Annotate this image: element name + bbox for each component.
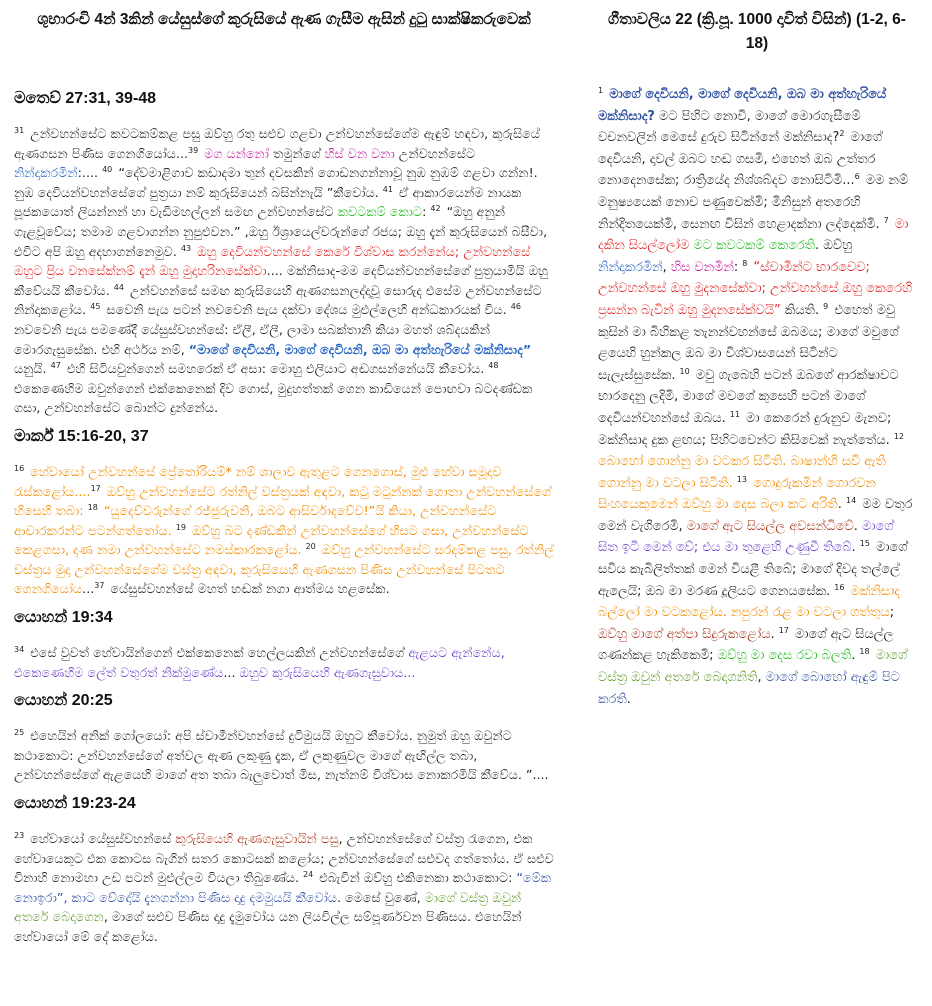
verse-text: ඒ ආකාරයෙන්ම නායක පූජකයොත් ලියන්නන් හා වැඩිමහල්ලන් සමඟ උන්වහන්සේට	[14, 184, 522, 220]
verse-text: .	[626, 691, 631, 707]
verse-text: .	[770, 626, 779, 642]
highlighted-text: බොහෝ ගොන්නු මා වටකර සිටිති. බාෂාන්හි සවි ඇති ගොන්නු මා වටලා සිටිති.	[598, 454, 886, 491]
highlighted-text: නින්දාකරමින්	[14, 165, 78, 181]
highlighted-text: ඔව්හු මා දෙස රවා බලති	[717, 648, 852, 664]
gospels-title: ශුභාරංචි 4න් 3කින් යේසුස්ගේ කුරුසියේ ඇණ ගැසීම ඇසින් දුටු සාක්ෂිකරුවෙක්	[37, 11, 531, 28]
verse-number: 18	[859, 647, 870, 657]
verse-text: .	[851, 540, 860, 556]
verse-text: හේවායෝ යේසුස්වහන්සේ	[26, 831, 176, 847]
verse-text: උන්වහන්සේට කවටකම්කළ පසු ඔව්හු රතු සළුව ගළවා උන්වහන්සේගේම ඇඳුම් හඳවා, කුරුසියේ ඇණගසන පිණිස ගෙනගියෝය...	[14, 126, 541, 161]
highlighted-text: හේවායෝ උන්වහන්සේ ප්‍රේතෝරියම්* නම් ශාලාව ඇතුළට ගෙනගොස්, මුළු හේවා සමූදාව රැස්කළෝය....	[14, 463, 502, 499]
verse-number: 7	[883, 215, 889, 225]
highlighted-text: ඔව්හු උන්වහන්සේට සරදම්කළ පසු, රත්නිල් වස්ත්‍රය මුදා උන්වහන්සේගේම වස්ත්‍ර අඳවා, කුරුසියෙහි ඇණගසන පිණිස උන්වහන්සේ පිටතට ගෙනගියෝය	[14, 542, 554, 597]
verse-text: එබැවින් ඔව්හු එකිනෙකා කථාකොට:	[315, 870, 517, 886]
highlighted-text: මක්නිසාද බල්ලෝ මා වටකළෝය. නපුරන් රැළ මා වටලා ගත්තුය	[598, 583, 900, 621]
verse-number: 16	[834, 582, 845, 592]
verse-number: 41	[382, 184, 393, 194]
verse-text: :....	[77, 165, 103, 181]
section-heading-mark: මාර්ක් 15:16-20, 37	[14, 427, 149, 445]
verse-number: 31	[14, 126, 25, 135]
verse-number: 39	[188, 145, 199, 155]
verse-text: එහෙත් මවු කුසින් මා බිහිකළ තැනන්වහන්සේ ඔබමය; මාගේ මවුගේ ළයෙහි හුන්කල ඔබ මා විශ්වාසයෙන් සිටින්ට සැලැස්සුසේක.	[598, 302, 899, 383]
verse-text: කියති.	[780, 302, 824, 318]
verse-number: 42	[430, 204, 441, 214]
verse-text: . මෙසේ වුණේ,	[337, 889, 425, 905]
verse-number: 25	[14, 728, 25, 738]
verse-text: මට පිහිට නොවී, මාගේ මොරගැසීමේ වචනවලින් මෙසේ දුරුව සිටින්නේ මක්නිසාද?	[598, 108, 861, 146]
highlighted-text: හිස වනමින්	[670, 259, 734, 275]
verse-number: 44	[113, 282, 124, 292]
verse-text: මාගේ දෙවියනි, දාවල් ඔබට හඬ ගසමි, එහෙත් ඔබ උත්තර නොදෙනසේක; රාත්‍රියේද නිශ්ශබ්දව නොසිටිමි...	[598, 130, 883, 189]
passage-matthew	[14, 124, 554, 418]
highlighted-text: මාගේ බොහෝ ඇඳුම් පිට කරති	[598, 670, 900, 707]
verse-text: උන්වහන්සේට	[394, 145, 476, 161]
verse-number: 40	[102, 165, 113, 175]
highlighted-text: ඔහුව කුරුසියෙහි ඇණගැසුවාය...	[239, 664, 416, 680]
verse-number: 43	[180, 243, 192, 253]
verse-number: 48	[488, 361, 499, 371]
verse-text: එසේ වුවත් හේවායින්ගෙන් එක්කෙනෙක් හෙල්ලයකින් උන්වහන්සේගේ	[26, 645, 409, 661]
verse-number: 18	[87, 503, 98, 513]
verse-text: .... මක්නිසාද-මම දෙවියන්වහන්සේගේ පුත්‍රයාමියි ඔහු කීවේයයි කීවෝය.	[14, 263, 548, 298]
verse-text: , මාගේ සළුව පිණිස දාදු දැමුවෝය යන ලියවිල්ල සම්පූර්ණවන පිණිසය. එහෙයින් හේවායෝ මේ දේ කළෝය.	[14, 909, 522, 944]
verse-text: .	[851, 648, 860, 664]
highlighted-text: කවටකම් කොට	[337, 204, 423, 220]
verse-text: ,	[662, 259, 671, 275]
verse-number: 8	[742, 258, 748, 268]
highlighted-text: ඔව්හු බට දණ්ඩකින් උන්වහන්සේගේ හිසට ගසා, උන්වහන්සේට කෙළගසා, දණ නමා උන්වහන්සේට නමස්කාරකළෝය.	[14, 522, 529, 558]
highlighted-text: “මේක නොඉරා”, කාට වේදෝයි දැනගන්නා පිණිස දාදු දමමුයයි කීවෝය	[14, 870, 552, 905]
psalm-column	[598, 8, 916, 710]
highlighted-text: “ස්වාමීන්ට භාරවෙව; උන්වහන්සේ ඔහු මුදනසේක්වා; උන්වහන්සේ ඔහු කෙරෙහි ප්‍රසන්න බැවින් ඔහු මුදනසේක්වයි”	[598, 259, 913, 318]
gospels-column	[14, 8, 554, 947]
verse-number: 6	[854, 172, 860, 182]
verse-text: සවෙනි පැය පටන් නවවෙනි පැය දක්වා දේශය මුළුල්ලෙහි අන්ධකාරයක් විය.	[102, 302, 511, 318]
verse-text: යේසුස්වහන්සේ මහත් හඬක් නගා ආත්මය හළසේක.	[106, 581, 390, 597]
verse-number: 1	[598, 86, 604, 95]
verse-number: 15	[859, 539, 870, 549]
verse-text: මම නම් මනුෂ්‍යයෙක් නොව පණුවෙක්මි; මිනිසුන් අතරෙහි නින්දිතයෙක්මි, සෙනඟ විසින් හෙළාදක්නා ලද්දෙක්මි.	[598, 173, 909, 232]
highlighted-text: මාගේ සිත ඉටි මෙන් වේ; එය මා තුළෙහි උණුවී තිබේ	[598, 518, 894, 556]
verse-text: :	[733, 259, 743, 275]
verse-number: 12	[893, 431, 905, 441]
verse-number: 17	[90, 483, 101, 493]
verse-number: 47	[50, 361, 61, 371]
highlighted-text: මග යන්නෝ	[204, 145, 270, 161]
highlighted-text: හිස් වන වනා	[324, 145, 395, 161]
verse-text: .	[837, 497, 846, 513]
verse-text: මා කෙරෙන් දුරුනුව මැනව; මක්නිසාද දුක ළඟය; පිහිටවෙන්ට කිසිවෙක් නැත්තේය.	[598, 410, 894, 448]
psalm-title: ගීතාවලිය 22 (ක්‍රි.පූ. 1000 දාවිත් විසින්) (1-2, 6-18)	[608, 11, 906, 52]
verse-text: එහෙයින් අනික් ගෝලයෝ: අපි ස්වාමීන්වහන්සේ දුටිමුයයි ඔහුට කීවෝය. නුමුත් ඔහු ඔවුන්ට කථාකොට: උන්වහන්සේගේ අත්වල ඇණ ලකුණු දැක, ඒ ලකුණුවල මාගේ ඇඟිල්ල තබා, උන්වහන්සේගේ ඇළයෙහි මාගේ අත තබා බැලුවොත් මිස, නැත්නම් විශ්වාස නොකරමියි කීවේය. ”....	[14, 728, 549, 783]
verse-number: 2	[839, 129, 845, 139]
verse-number: 10	[679, 366, 690, 376]
verse-number: 11	[729, 409, 740, 419]
verse-text: ...	[82, 581, 95, 597]
verse-number: 14	[845, 496, 857, 506]
verse-text: යනුයි.	[14, 361, 51, 377]
verse-text: මාගේ ඇට සියල්ල ගණන්කළ හැකිකෙමි;	[598, 626, 894, 664]
section-heading-matthew: මතෙව් 27:31, 39-48	[14, 90, 157, 107]
highlighted-text: මාගේ දෙවියනි, මාගේ දෙවියනි, ඔබ මා අත්හැරියේ මක්නිසාද?	[598, 87, 887, 124]
verse-text: . ඔව්හු	[815, 238, 853, 254]
passage-john-19-23	[14, 829, 554, 947]
highlighted-text: කුරුසියෙහි ඇණගැසුවායින් පසු	[175, 831, 339, 847]
verse-number: 19	[175, 522, 186, 532]
verse-text: “ඔහු අනුන් ගැළවූවේය; තමාම ගළවාගන්න නුපුළුවන.” ,ඔහු ඊශ්‍රායෙල්වරුන්ගේ රජය; ඔහු දැන් කුරුසියෙන් බසීවා, එවිට අපි ඔහු අදහාගන්නෙමුව.	[14, 204, 548, 259]
passage-john-20-25	[14, 726, 554, 785]
highlighted-text: මා දකින සියල්ලෝම	[598, 216, 909, 254]
highlighted-text: මාගේ වස්ත්‍ර ඔවුන් අතරේ බෙදාගෙන	[14, 889, 522, 925]
verse-text: :	[422, 204, 431, 220]
section-heading-john-19-34: යොහන් 19:34	[14, 609, 113, 627]
highlighted-text: මට කවටකම් කෙරෙති	[693, 238, 816, 254]
verse-number: 45	[90, 302, 101, 312]
verse-text: නවවෙනි පැය පමණේදී යේසුස්වහන්සේ: ඒලී, ඒලී, ලාමා සබක්තානි කියා මහත් ශබ්දයකින් මොරගැසුසේක. එහි අර්ථය නම්,	[14, 321, 491, 357]
highlighted-text: මාගේ වස්ත්‍ර ඔවුන් අතරේ බෙදාගනිති	[598, 648, 908, 686]
section-heading-john-19-23: යොහන් 19:23-24	[14, 795, 136, 813]
verse-text: “දේවමාළිගාව කඩාදමා තුන් දවසකින් ගොඩනගන්නාවූ නුඹ නුඹම් ගළවා ගන්න!. නුඹ දෙවියන්වහන්සේගේ පුත්‍රයා නම් කුරුසියෙන් බසින්නැයි ”කීවෝය.	[14, 165, 538, 200]
verse-text: , උන්වහන්සේගේ වස්ත්‍ර රැගෙන, එක හේවායෙකුට එක කොටස බැගින් සතර කොටසක් කළෝය; උන්වහන්සේගේ සළුවද ගත්තෝය. ඒ සළුව විනාහි නොමහා උඩ පටන් මුළුල්ලම වියලා තිබුණේය.	[14, 831, 554, 886]
highlighted-text: ගොදුරුකමින් ගොරවන සිංහයෙකුමෙන් ඔව්හු මා දෙස බලා කට අරිති	[598, 475, 876, 513]
highlighted-text: ඇළයට ඇන්නේය, එකෙණෙහිම ලේත් වතුරත් නික්මුණේය	[14, 645, 505, 680]
highlighted-text: “මාගේ දෙවියනි, මාගේ දෙවියනි, ඔබ මා අත්හැරියේ මක්නිසාද”	[188, 341, 532, 357]
verse-text: මම වතුර මෙන් වැගිරෙමි,	[598, 497, 913, 534]
section-heading-john-20-25: යොහන් 20:25	[14, 692, 113, 710]
passage-john-19-34	[14, 643, 554, 682]
verse-text: ;	[889, 605, 895, 621]
highlighted-text: ඔව්හු උන්වහන්සේට රත්නිල් වස්ත්‍රයක් අඳවා, කටු මටුන්නක් ගොතා උන්වහන්සේගේ හිසෙහි තබා:	[14, 483, 552, 519]
verse-number: 20	[305, 542, 316, 552]
highlighted-text: ඔව්හු මාගේ අත්පා සිදුරුකළෝය	[598, 626, 771, 642]
verse-number: 46	[510, 302, 521, 312]
verse-text: එකෙණෙහිම ඔවුන්ගෙන් එක්කෙනෙක් දිව ගොස්, මුදුහත්තක් ගෙන කාඩියෙන් පොඟවා බටදණ්ඩක ගසා, උන්වහන්සේට බොන්ට දුන්නේය.	[14, 380, 533, 416]
passage-psalm-22	[598, 84, 916, 710]
verse-text: මාගේ සවිය කැබිලිත්තක් මෙන් වියළී තිබේ; මාගේ දිවද තල්ලේ ඇලෙයි; ඔබ මා මරණ දූලියට ගෙනයසේක.	[598, 540, 908, 599]
highlighted-text: ඔහු දෙවියන්වහන්සේ කෙරේ විශ්වාස කරන්නේය; උන්වහන්සේ ඔහුට ප්‍රිය වනසේක්නම් දැන් ඔහු මුදාහරිනසේක්වා	[14, 243, 531, 279]
verse-text: මවු ගැබෙහි පටන් ඔබගේ ආරක්ෂාවට භාරදෙනු ලදිමි, මාගේ මවගේ කුසෙහි පටන් මාගේ දෙවියන්වහන්සේ ඔබය.	[598, 367, 899, 426]
passage-mark	[14, 462, 554, 599]
verse-number: 24	[303, 870, 314, 880]
highlighted-text: මාගේ ඇට සියල්ල අවසන්ධිවේ	[686, 518, 854, 534]
verse-text: .	[853, 518, 862, 534]
verse-number: 16	[14, 463, 25, 473]
verse-number: 37	[94, 581, 105, 591]
highlighted-text: “යුදෙව්වරුන්ගේ රජ්ජුරුවනි, ඔබට ආසිර්වාදවේව!”යි කියා, උන්වහන්සේට ආචාරකරන්ට පටන්ගත්තෝය.	[14, 503, 497, 538]
verse-text: උන්වහන්සේ සමඟ කුරුසියෙහි ඇණගසනලද්දාවූ සොරුද එසේම උන්වහන්සේට නින්දාකළෝය.	[14, 282, 542, 318]
verse-text: ,	[757, 670, 766, 686]
verse-number: 23	[14, 831, 25, 841]
verse-text: එහි සිටියවුන්ගෙන් සමහරෙක් ඒ අසා: මොහු එලියාට අඬගසන්නේයයි කීවෝය.	[62, 361, 489, 377]
highlighted-text: නින්දාකරමින්	[598, 259, 663, 275]
verse-number: 34	[14, 645, 25, 655]
verse-text: තමුන්ගේ	[269, 145, 325, 161]
verse-number: 13	[736, 474, 747, 484]
verse-number: 9	[823, 301, 829, 311]
verse-number: 17	[778, 625, 789, 635]
verse-text: ...	[223, 664, 240, 680]
